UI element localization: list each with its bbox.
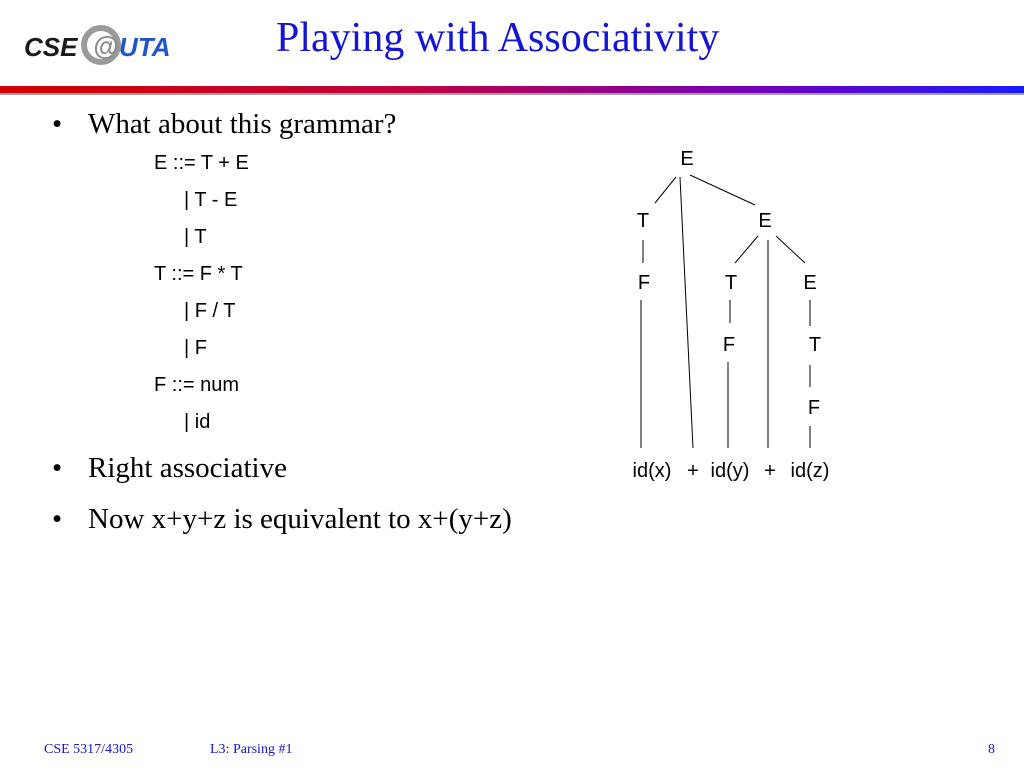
tree-edges: [641, 175, 810, 448]
grammar-alt: | F / T: [184, 300, 236, 322]
tree-edge: [735, 236, 758, 263]
tree-leaf: +: [764, 460, 776, 482]
title-divider: [0, 86, 1024, 93]
grammar-rule: T ::= F * T: [154, 263, 243, 285]
tree-edge: [776, 236, 805, 263]
grammar-alt: | T: [184, 226, 207, 248]
tree-node: T: [808, 334, 822, 356]
bullet-text: What about this grammar?: [88, 108, 397, 140]
footer-lecture: L3: Parsing #1: [210, 742, 293, 757]
logo-uta-text: UTA: [119, 32, 171, 62]
tree-node: F: [722, 334, 736, 356]
tree-leaf: id(x): [632, 460, 672, 482]
tree-node: F: [637, 272, 651, 294]
grammar-rule: E ::= T + E: [154, 152, 249, 174]
tree-leaf: +: [687, 460, 699, 482]
tree-edge: [680, 177, 693, 448]
tree-node: E: [758, 210, 772, 232]
footer-course: CSE 5317/4305: [44, 742, 134, 757]
title-divider-shadow: [0, 93, 1024, 95]
bullet-glyph: •: [52, 108, 63, 140]
bullet-item: [52, 452, 287, 485]
grammar-alt: | id: [184, 411, 211, 433]
cse-uta-logo: [24, 24, 171, 68]
bullet-text: Right associative: [88, 452, 287, 484]
tree-node: E: [803, 272, 817, 294]
tree-node: T: [724, 272, 738, 294]
bullet-item: [52, 503, 512, 536]
grammar-rule: F ::= num: [154, 374, 240, 396]
footer-page-number: 8: [988, 742, 995, 757]
bullet-glyph: •: [52, 503, 63, 535]
grammar-alt: | F: [184, 337, 207, 359]
grammar-alt: | T - E: [184, 189, 238, 211]
logo-cse-text: CSE: [24, 32, 78, 62]
bullet-text: Now x+y+z is equivalent to x+(y+z): [88, 503, 512, 535]
tree-edge: [655, 177, 676, 203]
tree-edge: [690, 175, 755, 205]
slide-title: Playing with Associativity: [276, 15, 720, 61]
tree-leaf: id(y): [710, 460, 750, 482]
logo-at-text: @: [93, 31, 119, 61]
tree-node: T: [636, 210, 650, 232]
bullet-item: [52, 108, 396, 141]
tree-leaf: id(z): [790, 460, 830, 482]
bullet-glyph: •: [52, 452, 63, 484]
parse-tree: [600, 130, 860, 500]
tree-node: E: [680, 148, 694, 170]
tree-node: F: [807, 397, 821, 419]
